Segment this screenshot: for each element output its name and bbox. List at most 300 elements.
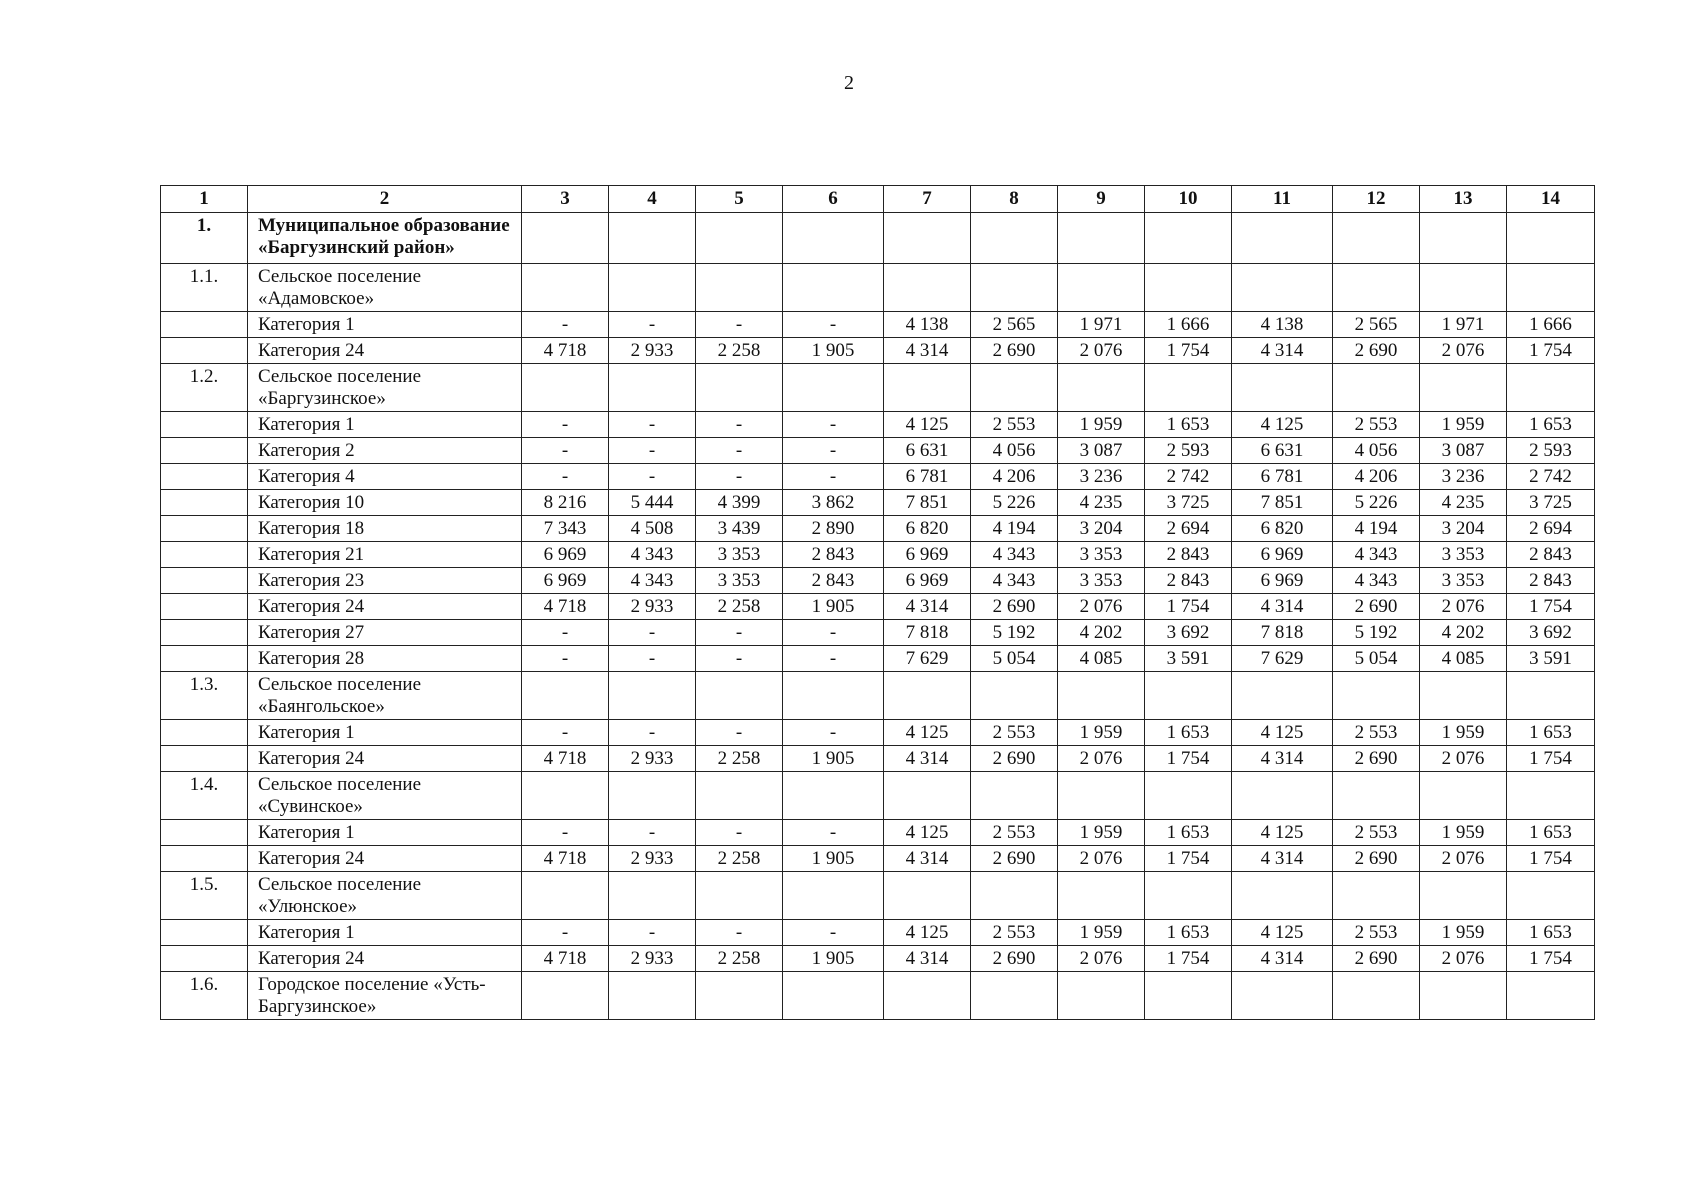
value-cell [609, 364, 696, 412]
table-header [161, 186, 1595, 213]
value-cell: 2 843 [783, 568, 884, 594]
table-row [161, 746, 1595, 772]
value-cell: 1 959 [1420, 720, 1507, 746]
table-row [161, 820, 1595, 846]
value-cell: - [522, 438, 609, 464]
column-header-7: 7 [884, 186, 971, 213]
value-cell: 3 353 [1058, 568, 1145, 594]
value-cell: 2 933 [609, 746, 696, 772]
value-cell: - [522, 820, 609, 846]
value-cell: 6 969 [1232, 568, 1333, 594]
value-cell: 5 226 [971, 490, 1058, 516]
value-cell: 2 742 [1507, 464, 1595, 490]
row-number [161, 412, 248, 438]
value-cell: 3 087 [1420, 438, 1507, 464]
value-cell: - [609, 620, 696, 646]
value-cell: 4 343 [971, 568, 1058, 594]
value-cell [1420, 772, 1507, 820]
value-cell: - [783, 920, 884, 946]
table-row [161, 338, 1595, 364]
value-cell [522, 213, 609, 264]
row-number [161, 820, 248, 846]
value-cell: - [696, 438, 783, 464]
value-cell: - [783, 438, 884, 464]
value-cell: 1 959 [1420, 820, 1507, 846]
value-cell: - [522, 312, 609, 338]
value-cell [1420, 672, 1507, 720]
value-cell: - [696, 620, 783, 646]
value-cell: - [696, 646, 783, 672]
value-cell [1232, 364, 1333, 412]
value-cell: 1 754 [1145, 846, 1232, 872]
value-cell: 4 343 [1333, 542, 1420, 568]
value-cell: 2 843 [1507, 568, 1595, 594]
value-cell [971, 772, 1058, 820]
value-cell: - [609, 720, 696, 746]
value-cell [1058, 364, 1145, 412]
row-name: Сельское поселение «Баянгольское» [248, 672, 522, 720]
value-cell: 4 125 [1232, 920, 1333, 946]
value-cell: 2 690 [1333, 594, 1420, 620]
row-number [161, 490, 248, 516]
value-cell [1058, 264, 1145, 312]
value-cell [1333, 972, 1420, 1020]
value-cell: 4 314 [884, 746, 971, 772]
value-cell: 2 076 [1058, 846, 1145, 872]
value-cell: 1 959 [1420, 920, 1507, 946]
value-cell [1232, 672, 1333, 720]
value-cell [1058, 972, 1145, 1020]
value-cell: 6 969 [522, 568, 609, 594]
value-cell: 4 125 [1232, 820, 1333, 846]
value-cell [1058, 213, 1145, 264]
value-cell: 2 890 [783, 516, 884, 542]
value-cell: 4 314 [884, 338, 971, 364]
value-cell: 2 843 [783, 542, 884, 568]
value-cell [1420, 972, 1507, 1020]
value-cell [1507, 972, 1595, 1020]
value-cell: 2 076 [1420, 846, 1507, 872]
value-cell [1333, 872, 1420, 920]
row-number [161, 620, 248, 646]
value-cell: 1 653 [1145, 720, 1232, 746]
value-cell: 1 905 [783, 846, 884, 872]
value-cell: - [783, 412, 884, 438]
value-cell [1507, 672, 1595, 720]
value-cell: - [609, 646, 696, 672]
value-cell: 3 692 [1145, 620, 1232, 646]
value-cell: 7 343 [522, 516, 609, 542]
value-cell: 1 754 [1507, 594, 1595, 620]
column-header-8: 8 [971, 186, 1058, 213]
value-cell: 3 353 [1058, 542, 1145, 568]
value-cell: - [522, 620, 609, 646]
value-cell: 4 314 [884, 846, 971, 872]
table-row [161, 542, 1595, 568]
section-row [161, 772, 1595, 820]
value-cell: - [522, 464, 609, 490]
value-cell: 3 236 [1420, 464, 1507, 490]
value-cell [609, 213, 696, 264]
column-header-3: 3 [522, 186, 609, 213]
page-number: 2 [844, 72, 854, 94]
value-cell: 1 905 [783, 746, 884, 772]
value-cell [609, 972, 696, 1020]
value-cell: 4 206 [1333, 464, 1420, 490]
value-cell: 4 202 [1420, 620, 1507, 646]
value-cell: 2 690 [1333, 746, 1420, 772]
value-cell: 2 553 [971, 920, 1058, 946]
value-cell [884, 772, 971, 820]
value-cell [1333, 264, 1420, 312]
value-cell: 3 439 [696, 516, 783, 542]
value-cell [1333, 213, 1420, 264]
table-row [161, 720, 1595, 746]
value-cell: 2 076 [1058, 946, 1145, 972]
value-cell [783, 872, 884, 920]
value-cell [1333, 772, 1420, 820]
value-cell: 1 905 [783, 338, 884, 364]
value-cell: 2 553 [1333, 920, 1420, 946]
value-cell: 2 258 [696, 594, 783, 620]
value-cell: - [696, 312, 783, 338]
value-cell: 4 235 [1420, 490, 1507, 516]
value-cell [971, 213, 1058, 264]
section-row [161, 672, 1595, 720]
value-cell [1058, 672, 1145, 720]
section-row [161, 364, 1595, 412]
row-name: Категория 1 [248, 720, 522, 746]
row-number: 1.1. [161, 264, 248, 312]
value-cell: 4 314 [884, 594, 971, 620]
value-cell: 2 690 [971, 594, 1058, 620]
row-name: Категория 1 [248, 312, 522, 338]
value-cell: 1 754 [1145, 338, 1232, 364]
value-cell: 2 553 [971, 820, 1058, 846]
value-cell: 7 851 [1232, 490, 1333, 516]
value-cell [971, 872, 1058, 920]
value-cell [1058, 872, 1145, 920]
value-cell: 1 754 [1507, 338, 1595, 364]
tariff-table [160, 185, 1595, 1020]
value-cell: 1 959 [1058, 412, 1145, 438]
value-cell [1232, 213, 1333, 264]
column-header-2: 2 [248, 186, 522, 213]
row-number: 1.5. [161, 872, 248, 920]
value-cell: 4 194 [1333, 516, 1420, 542]
value-cell [884, 872, 971, 920]
value-cell: 4 085 [1058, 646, 1145, 672]
value-cell [522, 972, 609, 1020]
value-cell: - [696, 820, 783, 846]
value-cell: 2 933 [609, 846, 696, 872]
column-header-1: 1 [161, 186, 248, 213]
column-header-12: 12 [1333, 186, 1420, 213]
value-cell: 4 399 [696, 490, 783, 516]
value-cell: 4 056 [971, 438, 1058, 464]
value-cell: - [609, 438, 696, 464]
value-cell [522, 772, 609, 820]
value-cell: 6 631 [1232, 438, 1333, 464]
value-cell: 3 087 [1058, 438, 1145, 464]
value-cell: 3 204 [1420, 516, 1507, 542]
row-name: Категория 24 [248, 946, 522, 972]
row-name: Категория 24 [248, 746, 522, 772]
value-cell [696, 872, 783, 920]
column-header-9: 9 [1058, 186, 1145, 213]
value-cell: 2 258 [696, 846, 783, 872]
value-cell: 3 353 [1420, 542, 1507, 568]
value-cell: 7 629 [1232, 646, 1333, 672]
value-cell [1232, 972, 1333, 1020]
row-name: Категория 2 [248, 438, 522, 464]
value-cell: 2 694 [1145, 516, 1232, 542]
value-cell: 5 192 [971, 620, 1058, 646]
value-cell: - [783, 620, 884, 646]
row-number [161, 846, 248, 872]
value-cell [696, 972, 783, 1020]
value-cell: 2 690 [1333, 338, 1420, 364]
value-cell: 1 959 [1058, 820, 1145, 846]
value-cell: - [522, 720, 609, 746]
value-cell [1507, 213, 1595, 264]
value-cell: 1 653 [1145, 920, 1232, 946]
value-cell: 1 653 [1507, 820, 1595, 846]
value-cell: 6 969 [884, 542, 971, 568]
row-number [161, 338, 248, 364]
value-cell: 2 694 [1507, 516, 1595, 542]
value-cell: 2 933 [609, 338, 696, 364]
value-cell: 5 444 [609, 490, 696, 516]
value-cell: 6 631 [884, 438, 971, 464]
value-cell: 2 593 [1145, 438, 1232, 464]
value-cell: - [696, 920, 783, 946]
row-number [161, 746, 248, 772]
value-cell: 5 054 [971, 646, 1058, 672]
value-cell: 7 818 [884, 620, 971, 646]
value-cell: 2 553 [1333, 412, 1420, 438]
value-cell [884, 972, 971, 1020]
row-name: Категория 24 [248, 846, 522, 872]
value-cell: 4 343 [971, 542, 1058, 568]
value-cell: 1 971 [1420, 312, 1507, 338]
value-cell: 4 206 [971, 464, 1058, 490]
row-number: 1.4. [161, 772, 248, 820]
value-cell: 2 843 [1507, 542, 1595, 568]
row-name: Категория 18 [248, 516, 522, 542]
value-cell: 2 565 [971, 312, 1058, 338]
table-row [161, 438, 1595, 464]
value-cell: 1 754 [1145, 946, 1232, 972]
value-cell: 2 742 [1145, 464, 1232, 490]
value-cell [1333, 364, 1420, 412]
value-cell: 6 820 [884, 516, 971, 542]
table-row [161, 594, 1595, 620]
value-cell: 4 125 [884, 920, 971, 946]
row-name: Сельское поселение «Улюнское» [248, 872, 522, 920]
value-cell: 4 718 [522, 746, 609, 772]
value-cell: 1 754 [1507, 746, 1595, 772]
column-header-14: 14 [1507, 186, 1595, 213]
row-name: Сельское поселение «Баргузинское» [248, 364, 522, 412]
value-cell [609, 672, 696, 720]
value-cell: 1 905 [783, 946, 884, 972]
value-cell: 1 754 [1507, 946, 1595, 972]
row-name: Категория 21 [248, 542, 522, 568]
section-row [161, 872, 1595, 920]
value-cell [1420, 872, 1507, 920]
value-cell: 3 236 [1058, 464, 1145, 490]
value-cell: 4 314 [1232, 338, 1333, 364]
value-cell: 2 690 [971, 338, 1058, 364]
value-cell [522, 872, 609, 920]
value-cell: 4 085 [1420, 646, 1507, 672]
column-header-5: 5 [696, 186, 783, 213]
row-number: 1.6. [161, 972, 248, 1020]
value-cell: 1 653 [1145, 820, 1232, 846]
value-cell: - [783, 646, 884, 672]
row-name: Городское поселение «Усть-Баргузинское» [248, 972, 522, 1020]
value-cell: 4 314 [1232, 946, 1333, 972]
row-name: Муниципальное образование «Баргузинский район» [248, 213, 522, 264]
value-cell: 2 076 [1420, 946, 1507, 972]
value-cell: 3 591 [1145, 646, 1232, 672]
value-cell [1507, 364, 1595, 412]
row-number [161, 920, 248, 946]
value-cell [522, 364, 609, 412]
value-cell [609, 872, 696, 920]
row-number [161, 438, 248, 464]
value-cell [522, 672, 609, 720]
value-cell: 2 593 [1507, 438, 1595, 464]
value-cell [1145, 972, 1232, 1020]
value-cell [1333, 672, 1420, 720]
value-cell [783, 264, 884, 312]
row-name: Категория 10 [248, 490, 522, 516]
value-cell: 2 076 [1058, 338, 1145, 364]
value-cell: 4 718 [522, 946, 609, 972]
value-cell: - [609, 820, 696, 846]
value-cell: 4 125 [1232, 720, 1333, 746]
value-cell: 3 204 [1058, 516, 1145, 542]
value-cell: - [783, 464, 884, 490]
value-cell [971, 972, 1058, 1020]
value-cell [1232, 264, 1333, 312]
value-cell: 1 959 [1058, 920, 1145, 946]
table-row [161, 490, 1595, 516]
value-cell: 1 905 [783, 594, 884, 620]
row-number: 1.3. [161, 672, 248, 720]
value-cell: 2 933 [609, 594, 696, 620]
value-cell [1507, 772, 1595, 820]
value-cell: 4 125 [884, 412, 971, 438]
row-name: Категория 1 [248, 412, 522, 438]
value-cell: 7 629 [884, 646, 971, 672]
value-cell: 8 216 [522, 490, 609, 516]
value-cell: 1 666 [1145, 312, 1232, 338]
value-cell: 2 565 [1333, 312, 1420, 338]
value-cell: 6 969 [884, 568, 971, 594]
value-cell: 5 226 [1333, 490, 1420, 516]
value-cell: 4 194 [971, 516, 1058, 542]
value-cell: 1 754 [1145, 746, 1232, 772]
value-cell: - [783, 312, 884, 338]
table-row [161, 846, 1595, 872]
value-cell: 4 314 [884, 946, 971, 972]
table-body [161, 213, 1595, 1020]
value-cell: - [609, 312, 696, 338]
value-cell: - [609, 412, 696, 438]
value-cell [522, 264, 609, 312]
column-header-10: 10 [1145, 186, 1232, 213]
value-cell [1232, 872, 1333, 920]
value-cell: 4 138 [1232, 312, 1333, 338]
table-row [161, 516, 1595, 542]
value-cell: 2 843 [1145, 568, 1232, 594]
row-name: Категория 27 [248, 620, 522, 646]
section-row [161, 264, 1595, 312]
column-header-13: 13 [1420, 186, 1507, 213]
value-cell: - [609, 464, 696, 490]
value-cell: 1 666 [1507, 312, 1595, 338]
value-cell: - [522, 920, 609, 946]
value-cell: - [783, 820, 884, 846]
value-cell [1420, 213, 1507, 264]
table-row [161, 646, 1595, 672]
value-cell: 4 125 [884, 820, 971, 846]
value-cell [696, 264, 783, 312]
value-cell: 3 353 [1420, 568, 1507, 594]
value-cell: 2 843 [1145, 542, 1232, 568]
value-cell: 4 314 [1232, 846, 1333, 872]
value-cell: 2 258 [696, 746, 783, 772]
row-name: Категория 1 [248, 920, 522, 946]
value-cell: 4 314 [1232, 594, 1333, 620]
column-header-11: 11 [1232, 186, 1333, 213]
row-number [161, 720, 248, 746]
value-cell: 7 851 [884, 490, 971, 516]
value-cell: 5 054 [1333, 646, 1420, 672]
value-cell: 3 591 [1507, 646, 1595, 672]
value-cell [1507, 264, 1595, 312]
value-cell: - [696, 464, 783, 490]
row-name: Категория 1 [248, 820, 522, 846]
value-cell [1145, 264, 1232, 312]
value-cell: 4 138 [884, 312, 971, 338]
row-number: 1. [161, 213, 248, 264]
value-cell [971, 672, 1058, 720]
value-cell: 2 690 [971, 846, 1058, 872]
value-cell: 2 076 [1058, 594, 1145, 620]
value-cell [971, 264, 1058, 312]
value-cell: 2 690 [971, 746, 1058, 772]
row-name: Категория 23 [248, 568, 522, 594]
value-cell: 2 076 [1420, 594, 1507, 620]
value-cell [1232, 772, 1333, 820]
value-cell: 2 690 [1333, 846, 1420, 872]
row-number [161, 312, 248, 338]
value-cell: 7 818 [1232, 620, 1333, 646]
value-cell [1145, 672, 1232, 720]
table-row [161, 946, 1595, 972]
value-cell: 4 718 [522, 338, 609, 364]
row-number [161, 516, 248, 542]
value-cell [696, 672, 783, 720]
value-cell: - [696, 720, 783, 746]
value-cell: 1 754 [1507, 846, 1595, 872]
header-row [161, 186, 1595, 213]
value-cell: 2 258 [696, 338, 783, 364]
